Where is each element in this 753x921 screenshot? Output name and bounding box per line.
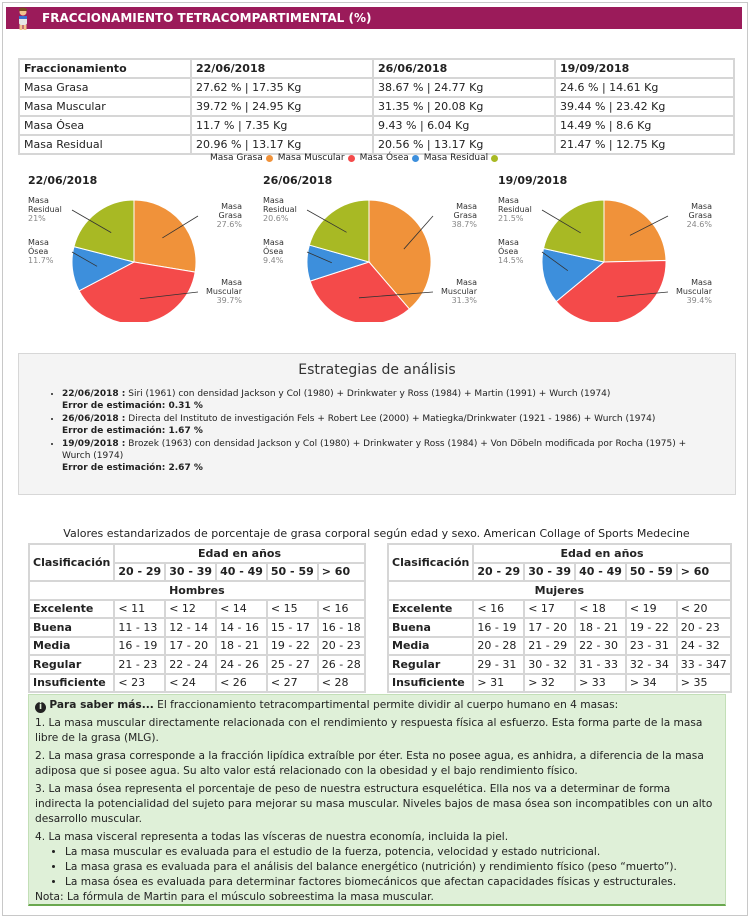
list-item: • La masa grasa es evaluada para el análisis del balance energético (nutrición) y rendimiento físico (peso “muerto”). xyxy=(65,860,719,875)
pie-label-percent: 20.6% xyxy=(263,214,289,223)
clasificacion-header: Clasificación xyxy=(388,544,473,581)
table-cell: 14.49 % | 8.6 Kg xyxy=(555,116,734,135)
pie-data-label xyxy=(182,202,242,229)
strategy-date: 19/09/2018 : xyxy=(62,439,126,449)
table-cell: < 12 xyxy=(165,600,216,619)
age-range-header: > 60 xyxy=(318,563,365,582)
pie-data-label xyxy=(417,278,477,305)
table-row xyxy=(19,97,734,116)
table-row xyxy=(388,618,731,637)
table-cell: > 34 xyxy=(626,674,677,693)
edad-header: Edad en años xyxy=(114,544,364,563)
pie-label-name: Masa Residual xyxy=(498,196,532,214)
table-cell: 20 - 23 xyxy=(677,618,731,637)
pie-label-name: Masa Residual xyxy=(28,196,62,214)
table-cell: 31 - 33 xyxy=(575,655,626,674)
row-label: Insuficiente xyxy=(29,674,114,693)
strategy-error: Error de estimación: 1.67 % xyxy=(62,426,203,436)
table-cell: < 27 xyxy=(267,674,318,693)
table-row xyxy=(29,674,365,693)
table-cell: < 17 xyxy=(524,600,575,619)
row-label: Insuficiente xyxy=(388,674,473,693)
table-cell: 22 - 24 xyxy=(165,655,216,674)
row-label: Buena xyxy=(388,618,473,637)
pie-label-percent: 21% xyxy=(28,214,46,223)
table-cell: 32 - 34 xyxy=(626,655,677,674)
table-cell: 20.56 % | 13.17 Kg xyxy=(373,135,555,154)
pie-label-percent: 27.6% xyxy=(216,220,242,229)
legend-swatch xyxy=(348,155,355,162)
pie-title: 19/09/2018 xyxy=(498,174,568,187)
list-item xyxy=(62,388,709,412)
pie-data-label xyxy=(182,278,242,305)
standards-table-hombres xyxy=(28,543,366,693)
legend-swatch xyxy=(412,155,419,162)
table-cell: < 15 xyxy=(267,600,318,619)
pie-label-name: Masa Grasa xyxy=(218,202,242,220)
table-cell: 33 - 347 xyxy=(677,655,731,674)
age-range-header: 40 - 49 xyxy=(216,563,267,582)
strategy-text: Brozek (1963) con densidad Jackson y Col (1980) + Drinkwater y Ross (1984) + Von Döbeln modificada por Rocha (1975) + Wurch (1974) xyxy=(62,439,687,461)
list-item xyxy=(62,438,709,474)
table-cell: 20 - 28 xyxy=(473,637,524,656)
pie-label-name: Masa Ósea xyxy=(28,238,49,256)
column-header: 19/09/2018 xyxy=(555,59,734,78)
pie-chart-19-09-2018 xyxy=(496,172,736,322)
legend-item-grasa[interactable] xyxy=(210,153,273,163)
pie-label-name: Masa Muscular xyxy=(205,278,242,296)
table-cell: 24.6 % | 14.61 Kg xyxy=(555,78,734,97)
table-cell: 22 - 30 xyxy=(575,637,626,656)
age-range-header: 40 - 49 xyxy=(575,563,626,582)
table-cell: < 18 xyxy=(575,600,626,619)
table-cell: 19 - 22 xyxy=(626,618,677,637)
pie-label-percent: 38.7% xyxy=(451,220,477,229)
pie-label-percent: 11.7% xyxy=(28,256,54,265)
table-cell: < 11 xyxy=(114,600,165,619)
table-cell: 24 - 26 xyxy=(216,655,267,674)
column-header: Fraccionamiento xyxy=(19,59,191,78)
pie-label-percent: 39.4% xyxy=(686,296,712,305)
table-cell: 18 - 21 xyxy=(575,618,626,637)
standards-table-mujeres xyxy=(387,543,732,693)
list-item: • La masa muscular es evaluada para el estudio de la fuerza, potencia, velocidad y estado nutricional. xyxy=(65,845,719,860)
strategy-error: Error de estimación: 0.31 % xyxy=(62,401,203,411)
pie-data-label xyxy=(652,202,712,229)
legend-label: Masa Residual xyxy=(423,153,489,163)
table-cell: 21 - 23 xyxy=(114,655,165,674)
pie-chart-26-06-2018 xyxy=(261,172,501,322)
table-cell: < 23 xyxy=(114,674,165,693)
table-row xyxy=(29,600,365,619)
table-cell: > 32 xyxy=(524,674,575,693)
info-note: Nota: La fórmula de Martin para el músculo sobreestima la masa muscular. xyxy=(35,891,434,903)
table-row xyxy=(29,655,365,674)
table-cell: 39.72 % | 24.95 Kg xyxy=(191,97,373,116)
pie-label-percent: 14.5% xyxy=(498,256,524,265)
table-cell: > 31 xyxy=(473,674,524,693)
row-label: Masa Ósea xyxy=(19,116,191,135)
column-header: 22/06/2018 xyxy=(191,59,373,78)
table-cell: 21 - 29 xyxy=(524,637,575,656)
fraccionamiento-table xyxy=(18,58,735,155)
row-label: Media xyxy=(29,637,114,656)
pie-label-name: Masa Grasa xyxy=(453,202,477,220)
table-cell: 38.67 % | 24.77 Kg xyxy=(373,78,555,97)
pie-data-label xyxy=(263,238,284,265)
pie-data-label xyxy=(263,196,297,223)
table-cell: 29 - 31 xyxy=(473,655,524,674)
standards-title: Valores estandarizados de porcentaje de grasa corporal según edad y sexo. American Collage of Sports Medecine xyxy=(63,527,690,540)
sex-header: Hombres xyxy=(29,581,365,600)
pie-label-name: Masa Muscular xyxy=(440,278,477,296)
info-intro xyxy=(35,698,719,713)
table-row xyxy=(19,116,734,135)
table-cell: 24 - 32 xyxy=(677,637,731,656)
table-cell: 26 - 28 xyxy=(318,655,365,674)
chart-legend[interactable] xyxy=(210,153,498,163)
table-row xyxy=(29,637,365,656)
table-cell: 9.43 % | 6.04 Kg xyxy=(373,116,555,135)
table-cell: 30 - 32 xyxy=(524,655,575,674)
info-paragraph: 2. La masa grasa corresponde a la fracción lipídica extraíble por éter. Esta no posee agua, es anhidra, a diferencia de la masa adiposa que si posee agua. Su alto valor está relacionado con la obesidad y el bajo rendimiento físico. xyxy=(35,750,704,777)
strategy-error: Error de estimación: 2.67 % xyxy=(62,463,203,473)
age-range-header: 30 - 39 xyxy=(165,563,216,582)
pie-title: 26/06/2018 xyxy=(263,174,333,187)
pie-label-name: Masa Ósea xyxy=(498,238,519,256)
row-label: Excelente xyxy=(388,600,473,619)
table-cell: 27.62 % | 17.35 Kg xyxy=(191,78,373,97)
sex-header: Mujeres xyxy=(388,581,731,600)
strategy-text: Directa del Instituto de investigación Fels + Robert Lee (2000) + Matiegka/Drinkwater (1921 - 1986) + Wurch (1974) xyxy=(125,414,656,424)
estrategias-panel xyxy=(18,353,736,495)
info-paragraph: 4. La masa visceral representa a todas las vísceras de nuestra economía, incluida la piel. xyxy=(35,831,509,843)
age-range-header: 20 - 29 xyxy=(114,563,165,582)
table-cell: < 26 xyxy=(216,674,267,693)
table-row xyxy=(19,78,734,97)
table-row xyxy=(388,637,731,656)
column-header: 26/06/2018 xyxy=(373,59,555,78)
pie-data-label xyxy=(498,196,532,223)
pie-label-percent: 39.7% xyxy=(216,296,242,305)
pie-label-name: Masa Muscular xyxy=(675,278,712,296)
clasificacion-header: Clasificación xyxy=(29,544,114,581)
info-paragraph: 1. La masa muscular directamente relacionada con el rendimiento y respuesta física al esfuerzo. Esta forma parte de la masa libre de la grasa (MLG). xyxy=(35,717,703,744)
info-paragraph: 3. La masa ósea representa el porcentaje de peso de nuestra estructura esquelética. Ella nos va a determinar de forma indirecta la potencialidad del sujeto para mejorar su masa muscular. Niveles bajos de masa ósea son incompatibles con un alto desarrollo muscular. xyxy=(35,783,713,825)
age-range-header: 50 - 59 xyxy=(626,563,677,582)
edad-header: Edad en años xyxy=(473,544,730,563)
age-range-header: 20 - 29 xyxy=(473,563,524,582)
table-cell: 12 - 14 xyxy=(165,618,216,637)
pie-chart-22-06-2018 xyxy=(26,172,266,322)
pie-label-percent: 31.3% xyxy=(451,296,477,305)
pie-label-name: Masa Ósea xyxy=(263,238,284,256)
table-row xyxy=(19,135,734,154)
row-label: Buena xyxy=(29,618,114,637)
table-cell: 18 - 21 xyxy=(216,637,267,656)
table-cell: 17 - 20 xyxy=(524,618,575,637)
table-cell: < 24 xyxy=(165,674,216,693)
table-header-row xyxy=(19,59,734,78)
info-heading: Para saber más... xyxy=(49,699,154,711)
row-label: Masa Grasa xyxy=(19,78,191,97)
strategy-date: 26/06/2018 : xyxy=(62,414,126,424)
table-cell: 15 - 17 xyxy=(267,618,318,637)
pie-data-label xyxy=(652,278,712,305)
strategy-text: Siri (1961) con densidad Jackson y Col (1980) + Drinkwater y Ross (1984) + Martin (1991) + Wurch (1974) xyxy=(125,389,611,399)
age-range-header: > 60 xyxy=(677,563,731,582)
pie-label-percent: 21.5% xyxy=(498,214,524,223)
info-box xyxy=(28,694,726,906)
table-cell: 21.47 % | 12.75 Kg xyxy=(555,135,734,154)
table-cell: 23 - 31 xyxy=(626,637,677,656)
legend-swatch xyxy=(491,155,498,162)
pie-label-name: Masa Grasa xyxy=(688,202,712,220)
table-cell: 25 - 27 xyxy=(267,655,318,674)
legend-label: Masa Muscular xyxy=(277,153,345,163)
list-item: • La masa ósea es evaluada para determinar factores biomecánicos que afectan capacidades físicas y estructurales. xyxy=(65,875,719,890)
estrategias-title: Estrategias de análisis xyxy=(298,362,456,378)
pie-label-percent: 9.4% xyxy=(263,256,284,265)
info-circle-icon: i xyxy=(35,702,46,713)
row-label: Masa Muscular xyxy=(19,97,191,116)
pie-data-label xyxy=(498,238,523,265)
athlete-icon xyxy=(14,7,32,31)
table-cell: < 19 xyxy=(626,600,677,619)
row-label: Regular xyxy=(388,655,473,674)
pie-label-percent: 24.6% xyxy=(686,220,712,229)
age-range-header: 50 - 59 xyxy=(267,563,318,582)
legend-item-residual[interactable] xyxy=(424,153,498,163)
table-cell: 20 - 23 xyxy=(318,637,365,656)
table-cell: 16 - 19 xyxy=(114,637,165,656)
table-cell: 39.44 % | 23.42 Kg xyxy=(555,97,734,116)
table-cell: 11 - 13 xyxy=(114,618,165,637)
header-title: FRACCIONAMIENTO TETRACOMPARTIMENTAL (%) xyxy=(42,11,372,25)
table-row xyxy=(388,674,731,693)
table-row xyxy=(29,618,365,637)
table-cell: 16 - 19 xyxy=(473,618,524,637)
strategy-date: 22/06/2018 : xyxy=(62,389,126,399)
row-label: Media xyxy=(388,637,473,656)
row-label: Regular xyxy=(29,655,114,674)
table-cell: < 16 xyxy=(473,600,524,619)
table-cell: > 33 xyxy=(575,674,626,693)
pie-data-label xyxy=(417,202,477,229)
legend-swatch xyxy=(266,155,273,162)
table-cell: 14 - 16 xyxy=(216,618,267,637)
list-item xyxy=(62,413,709,437)
section-header xyxy=(6,7,742,29)
pie-data-label xyxy=(28,238,53,265)
table-cell: 16 - 18 xyxy=(318,618,365,637)
legend-item-osea[interactable] xyxy=(360,153,419,163)
legend-item-muscular[interactable] xyxy=(278,153,355,163)
row-label: Excelente xyxy=(29,600,114,619)
table-row xyxy=(388,655,731,674)
row-label: Masa Residual xyxy=(19,135,191,154)
pie-title: 22/06/2018 xyxy=(28,174,98,187)
legend-label: Masa Ósea xyxy=(359,153,409,163)
table-cell: < 28 xyxy=(318,674,365,693)
table-cell: 19 - 22 xyxy=(267,637,318,656)
table-cell: < 14 xyxy=(216,600,267,619)
table-cell: < 20 xyxy=(677,600,731,619)
info-bullets xyxy=(35,845,719,890)
table-cell: 31.35 % | 20.08 Kg xyxy=(373,97,555,116)
pie-data-label xyxy=(28,196,62,223)
table-row xyxy=(388,600,731,619)
age-range-header: 30 - 39 xyxy=(524,563,575,582)
estrategias-list xyxy=(19,388,709,474)
table-cell: 11.7 % | 7.35 Kg xyxy=(191,116,373,135)
table-cell: 20.96 % | 13.17 Kg xyxy=(191,135,373,154)
table-cell: 17 - 20 xyxy=(165,637,216,656)
table-cell: < 16 xyxy=(318,600,365,619)
info-intro-text: El fraccionamiento tetracompartimental permite dividir al cuerpo humano en 4 masas: xyxy=(153,699,619,711)
table-cell: > 35 xyxy=(677,674,731,693)
legend-label: Masa Grasa xyxy=(210,153,263,163)
pie-label-name: Masa Residual xyxy=(263,196,297,214)
